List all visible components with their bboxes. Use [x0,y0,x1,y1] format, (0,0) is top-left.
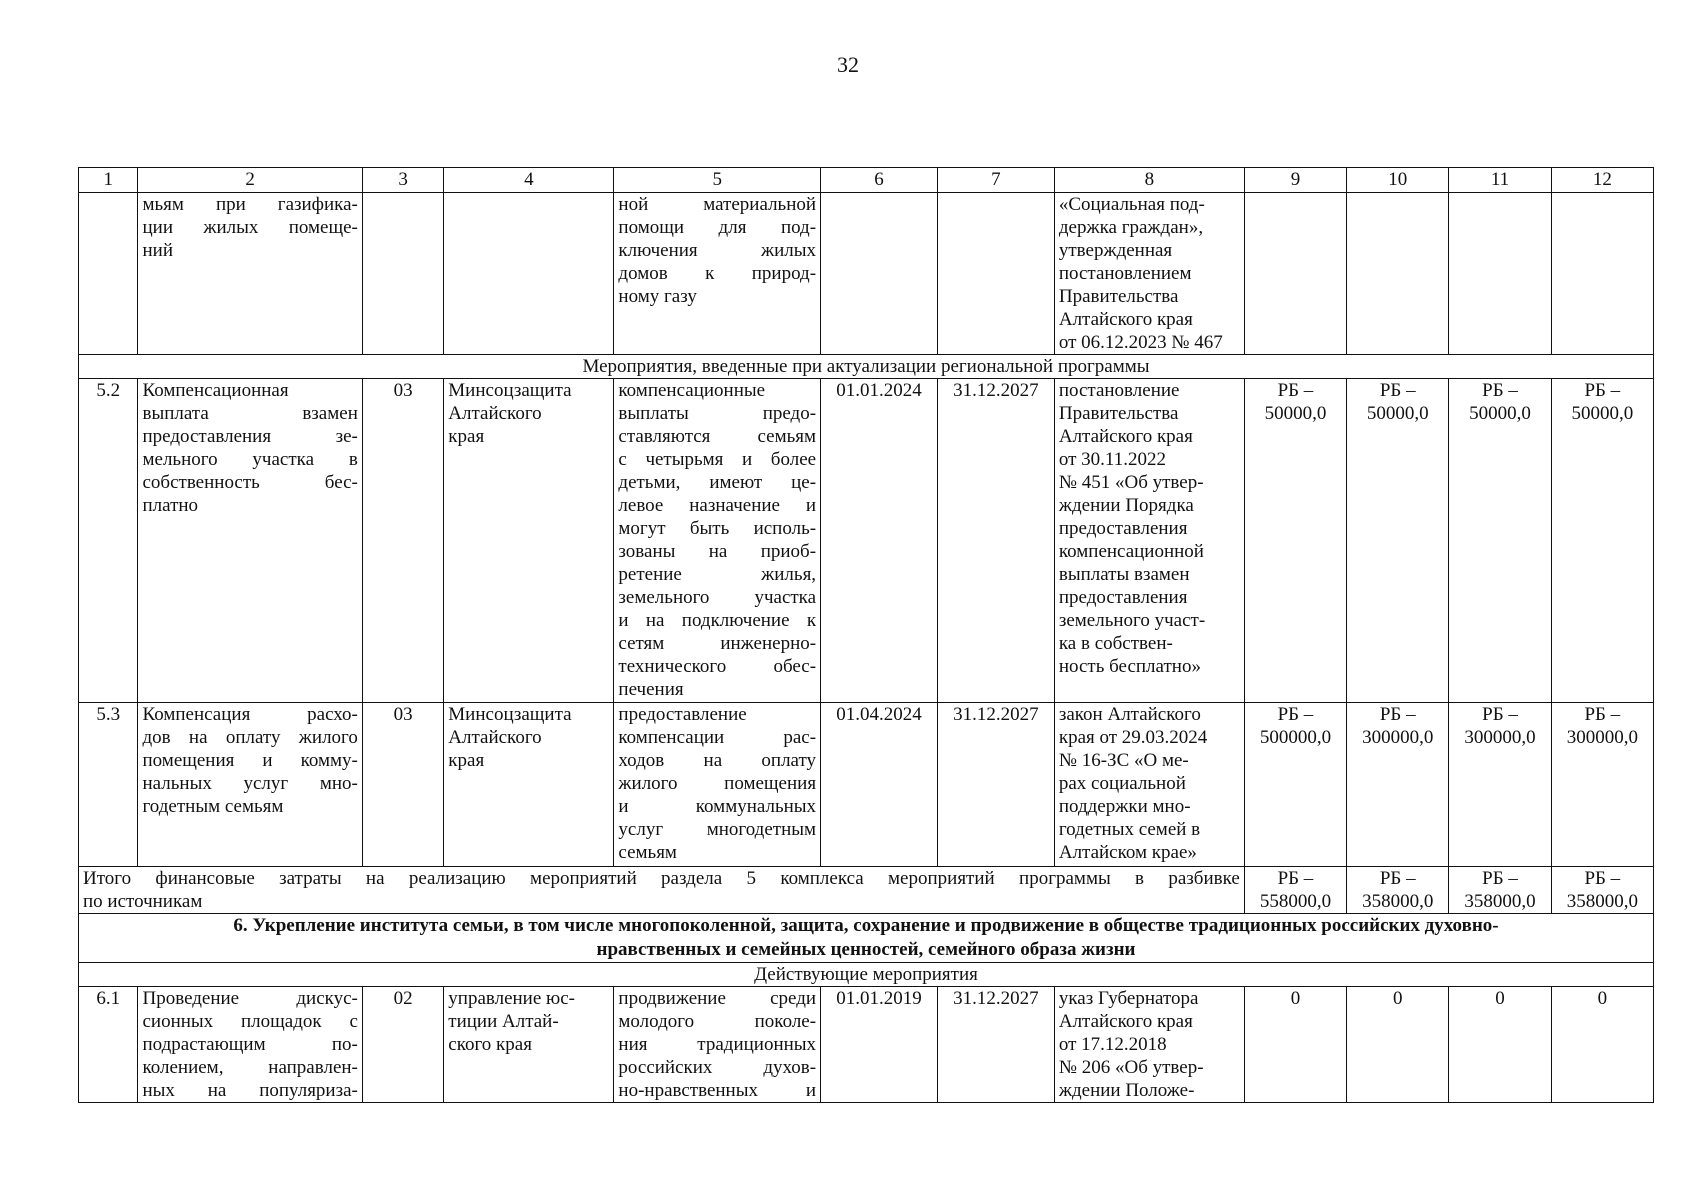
text-line: № 451 «Об утвер- [1058,472,1204,493]
text-line: Компенсационная [142,380,289,401]
text-line: указ Губернатора [1058,988,1199,1009]
col-header: 6 [821,168,938,193]
amount-value: 558000,0 [1259,891,1332,912]
program-measures-table [78,167,1654,1103]
amount-source: РБ – [1584,868,1621,889]
subsection-row [79,355,1654,379]
text-line: печения [618,679,684,700]
text-line: домов к природ- [618,263,817,284]
text-line: предоставления зе- [142,426,358,447]
text-line: услуг многодетным [618,819,817,840]
col-header: 4 [444,168,614,193]
text-line: ний [142,240,173,261]
col-header: 2 [138,168,362,193]
text-line: Алтайского края [1058,309,1193,330]
text-line: рах социальной [1058,773,1186,794]
text-line: Алтайского [448,727,542,748]
text-line: постановление [1058,380,1180,401]
text-line: ность бесплатно» [1058,656,1201,677]
text-line: ных на популяриза- [142,1080,358,1101]
cell-start: 01.04.2024 [821,703,938,867]
amount-value: 300000,0 [1362,727,1434,748]
text-line: продвижение среди [618,988,817,1009]
amount-value: 358000,0 [1464,891,1536,912]
col-header: 10 [1347,168,1449,193]
text-line: Проведение дискус- [142,988,358,1009]
col-header: 3 [362,168,443,193]
amount-source: РБ – [1482,380,1518,401]
text-line: компенсационные [618,380,766,401]
cell-amount: 0 [1449,987,1551,1103]
total-row [79,867,1654,914]
table-row [79,987,1654,1103]
text-line: выплаты предо- [618,403,817,424]
text-line: и на подключение к [618,610,817,631]
total-label [79,867,1245,914]
text-line: Правительства [1058,403,1179,424]
cell-end: 31.12.2027 [937,379,1054,703]
amount-value: 50000,0 [1571,403,1634,424]
cell-amount [1347,703,1449,867]
cell-measure-name [138,987,362,1103]
text-line: выплата взамен [142,403,358,424]
text-line: от 06.12.2023 № 467 [1058,332,1223,353]
col-header: 5 [614,168,821,193]
cell-amount [1244,703,1346,867]
cell-basis [1054,193,1244,355]
cell-num: 5.3 [79,703,138,867]
amount-source: РБ – [1584,380,1621,401]
text-line: семьям [618,842,677,863]
cell-measure-name [138,703,362,867]
text-line: земельного участ- [1058,610,1206,631]
cell-end: 31.12.2027 [937,987,1054,1103]
text-line: ждении Порядка [1058,495,1194,516]
col-header: 12 [1551,168,1653,193]
cell-executor [444,379,614,703]
text-line: компенсационной [1058,541,1204,562]
text-line: ставляются семьям [618,426,817,447]
text-line: от 30.11.2022 [1058,449,1166,470]
page-number: 32 [837,52,859,77]
text-line: российских духов- [618,1057,817,1078]
cell-amount [1244,379,1346,703]
cell-num: 6.1 [79,987,138,1103]
text-line: подрастающим по- [142,1034,358,1055]
amount-value: 358000,0 [1362,891,1434,912]
amount-source: РБ – [1277,704,1314,725]
table-row [79,193,1654,355]
total-amount [1551,867,1653,914]
text-line: сетям инженерно- [618,633,817,654]
amount-source: РБ – [1482,704,1518,725]
text-line: нравственных и семейных ценностей, семейного образа жизни [596,939,1136,960]
text-line: жилого помещения [618,773,817,794]
text-line: Компенсация расхо- [142,704,358,725]
amount-value: 50000,0 [1366,403,1429,424]
cell-amount [1449,379,1551,703]
text-line: предоставления [1058,587,1188,608]
text-line: ному газу [618,286,697,307]
text-line: Итого финансовые затраты на реализацию мероприятий раздела 5 комплекса мероприятий программы в разбивке [83,868,1240,889]
cell-num: 5.2 [79,379,138,703]
text-line: по источникам [83,891,203,912]
text-line: левое назначение и [618,495,817,516]
cell-end [937,193,1054,355]
cell-code: 03 [362,703,443,867]
cell-result [614,703,821,867]
cell-amount [1551,703,1653,867]
subsection-heading: Действующие мероприятия [79,963,1654,987]
text-line: годетным семьям [142,796,284,817]
amount-value: 50000,0 [1469,403,1531,424]
cell-amount [1551,193,1653,355]
text-line: земельного участка [618,587,817,608]
cell-executor [444,193,614,355]
text-line: ной материальной [618,194,817,215]
text-line: ского края [448,1034,532,1055]
text-line: ции жилых помеще- [142,217,358,238]
text-line: молодого поколе- [618,1011,817,1032]
text-line: с четырьмя и более [618,449,817,470]
cell-num [79,193,138,355]
cell-start: 01.01.2019 [821,987,938,1103]
amount-source: РБ – [1584,704,1621,725]
column-number-row [79,168,1654,193]
cell-amount: 0 [1347,987,1449,1103]
text-line: № 206 «Об утвер- [1058,1057,1204,1078]
cell-basis [1054,703,1244,867]
cell-start [821,193,938,355]
text-line: утвержденная [1058,240,1173,261]
text-line: ходов на оплату [618,750,817,771]
text-line: собственность бес- [142,472,358,493]
text-line: ждении Положе- [1058,1080,1195,1101]
amount-source: РБ – [1277,380,1314,401]
text-line: мьям при газифика- [142,194,358,215]
cell-basis [1054,987,1244,1103]
cell-code: 02 [362,987,443,1103]
text-line: управление юс- [448,988,575,1009]
cell-amount [1244,193,1346,355]
total-amount [1449,867,1551,914]
cell-amount [1551,379,1653,703]
amount-value: 300000,0 [1566,727,1638,748]
text-line: № 16-ЗС «О ме- [1058,750,1189,771]
text-line: постановлением [1058,263,1192,284]
text-line: нальных услуг мно- [142,773,358,794]
text-line: ка в собствен- [1058,633,1173,654]
cell-amount [1347,193,1449,355]
total-amount [1244,867,1346,914]
col-header: 11 [1449,168,1551,193]
text-line: дов на оплату жилого [142,727,358,748]
text-line: края от 29.03.2024 [1058,727,1208,748]
text-line: края [448,750,485,771]
cell-measure-name [138,379,362,703]
section-title-row [79,914,1654,963]
text-line: но-нравственных и [618,1080,817,1101]
col-header: 9 [1244,168,1346,193]
subsection-heading: Мероприятия, введенные при актуализации региональной программы [79,355,1654,379]
text-line: выплаты взамен [1058,564,1190,585]
cell-amount [1449,703,1551,867]
col-header: 7 [937,168,1054,193]
amount-source: РБ – [1379,704,1416,725]
text-line: ретение жилья, [618,564,817,585]
text-line: «Социальная под- [1058,194,1205,215]
table-row [79,379,1654,703]
text-line: 6. Укрепление института семьи, в том числе многопоколенной, защита, сохранение и продвижение в обществе традиционных российских духовно- [233,915,1499,936]
subsection-row [79,963,1654,987]
text-line: детьми, имеют це- [618,472,817,493]
amount-value: 500000,0 [1259,727,1332,748]
amount-source: РБ – [1277,868,1314,889]
amount-value: 358000,0 [1566,891,1638,912]
text-line: помощи для под- [618,217,817,238]
text-line: Правительства [1058,286,1179,307]
cell-amount [1347,379,1449,703]
cell-executor [444,703,614,867]
text-line: ключения жилых [618,240,817,261]
cell-code: 03 [362,379,443,703]
text-line: годетных семей в [1058,819,1201,840]
col-header: 1 [79,168,138,193]
cell-start: 01.01.2024 [821,379,938,703]
amount-value: 50000,0 [1264,403,1327,424]
text-line: мельного участка в [142,449,358,470]
text-line: Алтайского [448,403,542,424]
cell-amount: 0 [1551,987,1653,1103]
text-line: платно [142,495,199,516]
text-line: Минсоцзащита [448,380,572,401]
cell-executor [444,987,614,1103]
text-line: сионных площадок с [142,1011,358,1032]
text-line: зованы на приоб- [618,541,817,562]
text-line: тиции Алтай- [448,1011,559,1032]
cell-measure-name [138,193,362,355]
col-header: 8 [1054,168,1244,193]
text-line: Минсоцзащита [448,704,572,725]
cell-amount: 0 [1244,987,1346,1103]
text-line: закон Алтайского [1058,704,1201,725]
cell-amount [1449,193,1551,355]
total-amount [1347,867,1449,914]
cell-result [614,987,821,1103]
cell-result [614,379,821,703]
text-line: ния традиционных [618,1034,817,1055]
cell-basis [1054,379,1244,703]
text-line: помещения и комму- [142,750,358,771]
text-line: и коммунальных [618,796,817,817]
text-line: Алтайского края [1058,1011,1193,1032]
table-row [79,703,1654,867]
cell-code [362,193,443,355]
text-line: технического обес- [618,656,817,677]
cell-end: 31.12.2027 [937,703,1054,867]
text-line: предоставление [618,704,747,725]
amount-value: 300000,0 [1464,727,1536,748]
text-line: держка граждан», [1058,217,1204,238]
text-line: компенсации рас- [618,727,817,748]
text-line: могут быть исполь- [618,518,817,539]
cell-result [614,193,821,355]
text-line: предоставления [1058,518,1188,539]
amount-source: РБ – [1379,868,1416,889]
section-6-title [79,914,1654,963]
text-line: от 17.12.2018 [1058,1034,1167,1055]
text-line: колением, направлен- [142,1057,358,1078]
text-line: Алтайском крае» [1058,842,1197,863]
text-line: края [448,426,485,447]
amount-source: РБ – [1482,868,1518,889]
text-line: Алтайского края [1058,426,1193,447]
amount-source: РБ – [1379,380,1416,401]
text-line: поддержки мно- [1058,796,1191,817]
